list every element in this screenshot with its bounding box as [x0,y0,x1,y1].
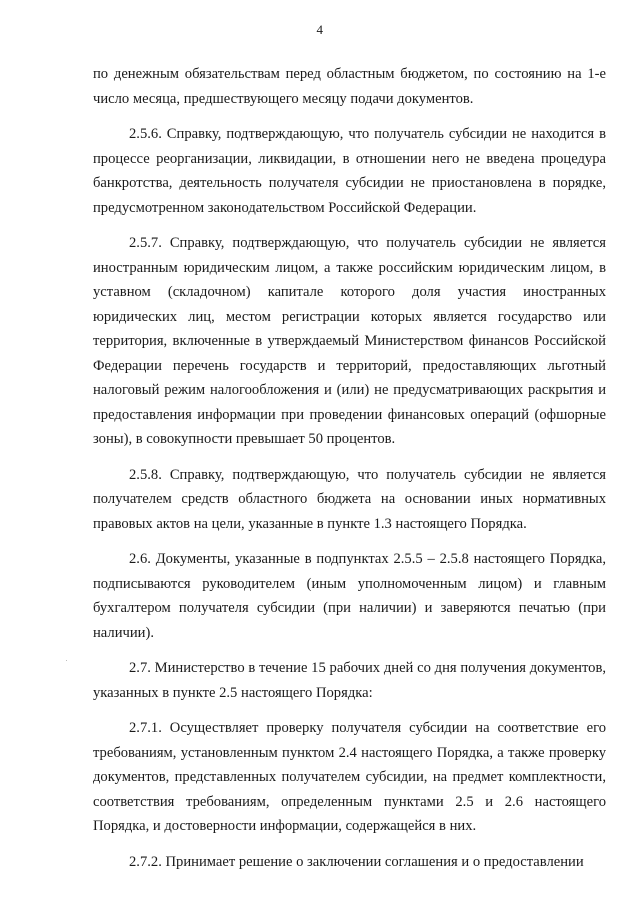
paragraph-2-6: 2.6. Документы, указанные в подпунктах 2.5.5 – 2.5.8 настоящего Порядка, подписываются руководителем (иным уполномоченным лицом) и главным бухгалтером получателя субсидии (при наличии) и заверяются печатью (при наличии). [93,551,606,641]
paragraph-2-5-6: 2.5.6. Справку, подтверждающую, что получатель субсидии не находится в процессе реорганизации, ликвидации, в отношении него не введена процедура банкротства, деятельность получателя субсидии не приостановлена в порядке, предусмотренном законодательством Российской Федерации. [93,126,606,216]
paragraph-2-5-7: 2.5.7. Справку, подтверждающую, что получатель субсидии не является иностранным юридическим лицом, а также российским юридическим лицом, в уставном (складочном) капитале которого доля участия иностранных юридических лиц, местом регистрации которых является государство или территория, включенные в утверждаемый Министерством финансов Российской Федерации перечень государств и территорий, предоставляющих льготный налоговый режим налогообложения и (или) не предусматривающих раскрытия и предоставления информации при проведении финансовых операций (офшорные зоны), в совокупности превышает 50 процентов. [93,235,606,447]
page-number: 4 [316,22,324,37]
document-body [93,62,606,874]
paragraph-2-7-2: 2.7.2. Принимает решение о заключении соглашения и о предоставлении [129,853,584,870]
paragraph-2-7: 2.7. Министерство в течение 15 рабочих дней со дня получения документов, указанных в пункте 2.5 настоящего Порядка: [93,660,606,701]
paragraph-2-7-1: 2.7.1. Осуществляет проверку получателя субсидии на соответствие его требованиям, установленным пунктом 2.4 настоящего Порядка, а также проверку документов, представленных получателем субсидии, на предмет комплектности, соответствия требованиям, определенным пунктами 2.5 и 2.6 настоящего Порядка, и достоверности информации, содержащейся в них. [93,720,606,834]
paragraph-continuation: по денежным обязательствам перед областным бюджетом, по состоянию на 1-е число месяца, предшествующего месяцу подачи документов. [93,66,606,107]
scan-margin-mark [66,660,67,661]
paragraph-2-5-8: 2.5.8. Справку, подтверждающую, что получатель субсидии не является получателем средств областного бюджета на основании иных нормативных правовых актов на цели, указанные в пункте 1.3 настоящего Порядка. [93,466,606,532]
